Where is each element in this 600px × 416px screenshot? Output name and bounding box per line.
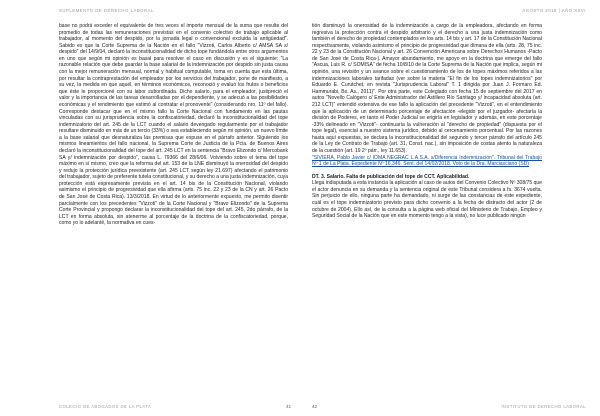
page-number: 41 bbox=[286, 404, 292, 409]
case-reference-link[interactable]: "SIVIERA, Pablo Javier c/ IOMA NEGRAC L.A.S.A. s/Diferencia Indemnización". Tribunal del Trabajo Nº 1 de La Plata. Expediente Nº 16.346. Sent. del 14/02/2018. Voto de la Dra. Marciasciano (SD) bbox=[312, 154, 542, 168]
body-column bbox=[59, 23, 288, 227]
section-body-text: Llega indisputada a esta instancia la aplicación al caso de autos del Convenio Colectivo Nº 308/75 que el actor denuncia en su demanda y la sentencia original de este Tribunal considera a fs. 3674 vuelta. Sin perjuicio de ello, ninguna parte ha demandado, ni surge de las constancias de este expediente, cuál es el tope indemnizatorio previsto para dicho convenio a la fecha de distracto del actor (2 de octubre de 2004). Ello así, de la consulta a la página web oficial del Ministerio de Trabajo, Empleo y Seguridad Social de la Nación que en este momento tengo a la vista), no luce publicado ningún bbox=[312, 180, 542, 220]
running-head: SUPLEMENTO DE DERECHO LABORAL bbox=[59, 8, 154, 13]
right-page bbox=[300, 0, 600, 416]
running-footer: INSTITUTO DE DERECHO LABORAL bbox=[501, 404, 586, 409]
page-number: 42 bbox=[312, 404, 318, 409]
running-head: AGOSTO 2018 | AÑO XXVI bbox=[522, 8, 586, 13]
body-text: base no podrá exceder el equivalente de tres veces el importe mensual de la suma que resulte del promedio de todas las remuneraciones previstas en el convenio colectivo de trabajo aplicable al trabajador, al momento del despido, por la jornada legal o convencional excluida la antigüedad". Sabido es que la Corte Suprema de la Nación en el fallo "Vizzoti, Carlos Alberto c/ AMSA SA s/ despido" del 14/9/04, declaró la inconstitucionalidad de dicho tope fundándola entre otros argumentos en uno que según mi opinión es basal para resolver el caso en discusión y es el siguiente: "La razonable relación que debe guardar la base salarial de la indemnización por despido sin justa causa con la mejor remuneración mensual, normal y habitual computable, toma en cuenta que esta última, por resultar la contraprestación del empleador por los servicios del trabajador, pone de manifiesto, a su vez, la medida en que aquél, en términos económicos, reconoció y evaluó los frutos o beneficios que éste le proporcioné con su labor subordinada. Dicho salario, para el empleador, justipreció el valor y la importancia de las tareas desarrolladas por el dependiente, y se adecuó a las posibilidades económicas y el rendimiento que estimó al contratar el pronovente" (considerando nro. 11º del fallo). Corresponde destacar que en el mismo fallo la Corte Nacional con fundamento en las pautas vinculadas con su jurisprudencia sobre la confiscatoriedad, declaró la inconstitucionalidad del tope indemnizatorio del art. 245 de la LCT cuando el salario devengado regularmente por el trabajador resultare disminuido en más de un tercio (33%) o sea estableciendo según mi opinión, un nuevo límite a la base salarial que desnaturaliza las premisas que expuse en el párrafo anterior. Siguiendo los mismos lineamientos del fallo nacional, la Suprema Corte de Justicia de la Pcia. de Buenos Aires declaró la inconstitucionalidad del tope del art. 245 LCT en la sentencia "Bravo Elizondo c/ Mercobank SA y/ indemnización por despido", causa L. 79366 del 28/6/06. Volviendo sobre el tema del tope máximo en sí mismo, creo que la reforma del art. 153 de la LNE disminuyó la onerosidad del despido y redujo la protección jurídica preexistente (art. 245 LCT según ley 21.697) afectando el patrimonio del trabajador, sujeto de preferente tutela constitucional, y su derecho a una justa indemnización, cuya protección está expresamente prevista en el art. 14 bis de la Constitución Nacional, violando asimismo el principio de progresividad que ella afirma (arts. 75 inc. 22 y 23 de la CN y art. 26 Pacto de San José de Costa Rica). 13/3/2018. En virtud de lo anteriormente expuesto, me permito disentir parcialmente con los precedentes "Vizzoti" de la Corte Nacional y "Bravo Elizondo" de la Suprema Corte Provincial y propongo declarar la inconstitucionalidad del tope del art. 245, 2do párrafo, de la LCT en forma absoluta, sin atenerme al porcentaje de la doctrina de la confiscatoriedad, porque, como yo lo adelanté, la normativa en cues- bbox=[59, 23, 288, 227]
section-title: DT. 3. Salario. Falta de publicación del tope de CCT. Aplicabilidad. bbox=[312, 173, 470, 180]
body-column bbox=[312, 23, 542, 220]
running-footer: COLEGIO DE ABOGADOS DE LA PLATA bbox=[59, 404, 152, 409]
body-text: tión disminuyó la onerosidad de la indemnización a cargo de la empleadora, afectando en forma regresiva la protección contra el despido arbitrario y el derecho a una justa indemnización como también el derecho de propiedad contemplados en los arts. 14 bis y art. 17 de la Constitución Nacional respectivamente, violando asimismo el principio de progresividad que dimana de ella (arts. 28, 75 inc. 22 y 23 de la Constitución Nacional y art. 26 Convención Americana sobre Derechos Humanos -Pacto de San José de Costa Rica-). Amayor abundamiento, me apoyo en la doctrina que emerge del fallo "Ascua, Luis R. c/ SOMISA" de fecha 10/8/10 de la Corte Suprema de la Nación que implica, según mi opinión, una revisión y un avance sobre el cuestionamiento de los de topes máximos referidos a las indemnizaciones laborales tarifadas (ver sobre la materia "El fin de los topes indemnizatorios" por Eduardo E. Curutchet, en revista "Jurisprudencia Laboral" T. 1 dirigida por Juan J. Formaro Ed. Hammurabi, Bs. As., 2011)". Por otra parte, este Colegiado con fecha 15 de septiembre del 2017 en autos "Novello Calógero c/ Ente Administrador del Astillero Río Santiago y/ incapacidad absoluta (art. 212 LCT)" entendió extensiva de ese fallo la aplicación del precedente "Vizzoti", en el entendimiento que la aplicación de un determinado porcentaje de afectación -elegido por el juzgador- afectaría la división de Poderes, en tanto el Poder Judicial se erigiría en legislador y además, en este porcentaje -33% delineado en "Vizzoti"- continuaría la vulneración al "derecho de propiedad" (dispuesta por el tope legal), esencial a nuestro sistema jurídico, debido al cercenamiento porcentual. Por las razones hasta aquí expuestas, se declara la inconstitucionalidad del segundo y tercer párrafo del artículo 245 de la Ley de Contrato de Trabajo (art. 31, Const. nac.), sin imposición de costas atento la naturaleza de la cuestión (art. 19 2º párr., ley 11.653). bbox=[312, 23, 542, 154]
